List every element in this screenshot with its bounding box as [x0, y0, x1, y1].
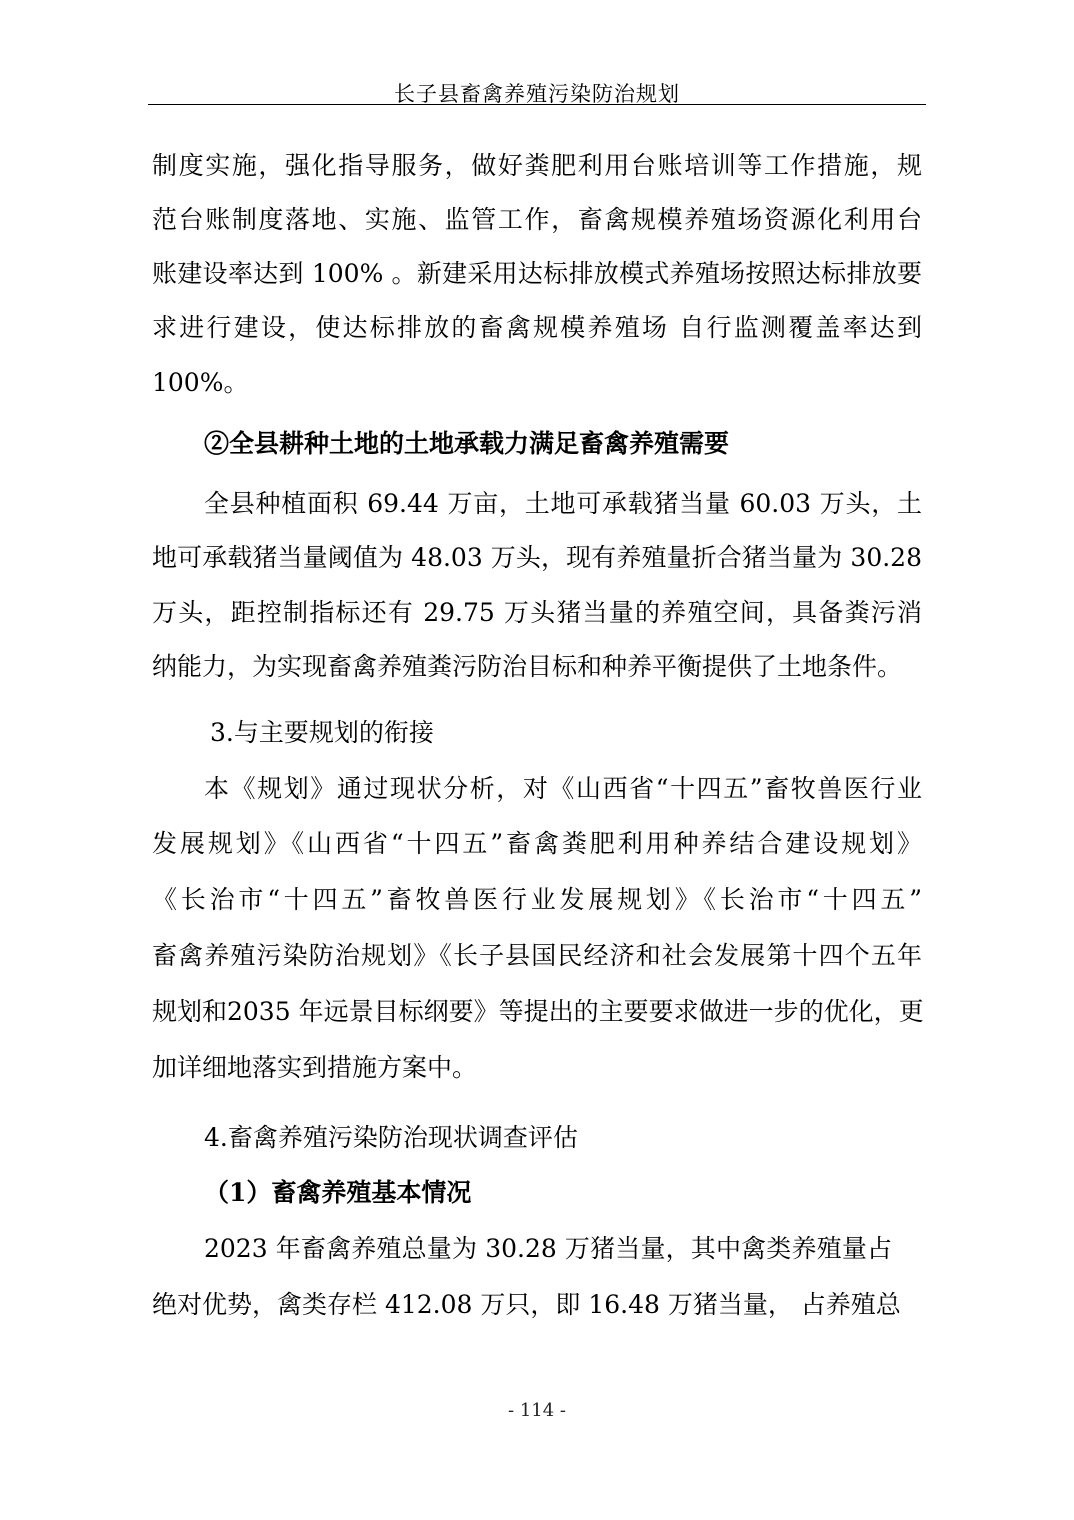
paragraph-line: 全县种植面积 69.44 万亩，土地可承载猪当量 60.03 万头，土: [204, 489, 922, 518]
paragraph-line: 本《规划》通过现状分析，对《山西省“十四五”畜牧兽医行业: [204, 774, 922, 803]
paragraph-line: 绝对优势，禽类存栏 412.08 万只，即 16.48 万猪当量， 占养殖总: [152, 1290, 901, 1319]
paragraph-line: 发展规划》《山西省“十四五”畜禽粪肥利用种养结合建设规划》: [152, 829, 922, 858]
paragraph-line: 账建设率达到 100% 。新建采用达标排放模式养殖场按照达标排放要: [152, 259, 922, 288]
section-heading: 4.畜禽养殖污染防治现状调查评估: [204, 1123, 578, 1152]
paragraph-line: 地可承载猪当量阈值为 48.03 万头，现有养殖量折合猪当量为 30.28: [152, 543, 922, 572]
paragraph-line: 加详细地落实到措施方案中。: [152, 1053, 478, 1082]
paragraph-line: 制度实施，强化指导服务，做好粪肥利用台账培训等工作措施，规: [152, 151, 922, 180]
header-divider: [148, 104, 926, 105]
paragraph-line: 2023 年畜禽养殖总量为 30.28 万猪当量，其中禽类养殖量占: [204, 1234, 892, 1263]
subsection-heading: （1）畜禽养殖基本情况: [204, 1178, 472, 1207]
paragraph-line: 万头，距控制指标还有 29.75 万头猪当量的养殖空间，具备粪污消: [152, 598, 922, 627]
paragraph-line: 求进行建设，使达标排放的畜禽规模养殖场 自行监测覆盖率达到: [152, 313, 922, 342]
paragraph-line: 范台账制度落地、实施、监管工作，畜禽规模养殖场资源化利用台: [152, 205, 922, 234]
paragraph-line: 畜禽养殖污染防治规划》《长子县国民经济和社会发展第十四个五年: [152, 941, 922, 970]
page-number: - 114 -: [508, 1400, 566, 1421]
paragraph-line: 100%。: [152, 368, 249, 397]
section-heading: ②全县耕种土地的土地承载力满足畜禽养殖需要: [204, 429, 730, 458]
paragraph-line: 纳能力，为实现畜禽养殖粪污防治目标和种养平衡提供了土地条件。: [152, 652, 903, 681]
section-heading: 3.与主要规划的衔接: [210, 718, 434, 747]
paragraph-line: 《长治市“十四五”畜牧兽医行业发展规划》《长治市“十四五”: [152, 885, 922, 914]
paragraph-line: 规划和2035 年远景目标纲要》等提出的主要要求做进一步的优化，更: [152, 997, 924, 1026]
header-title: 长子县畜禽养殖污染防治规划: [394, 82, 680, 106]
